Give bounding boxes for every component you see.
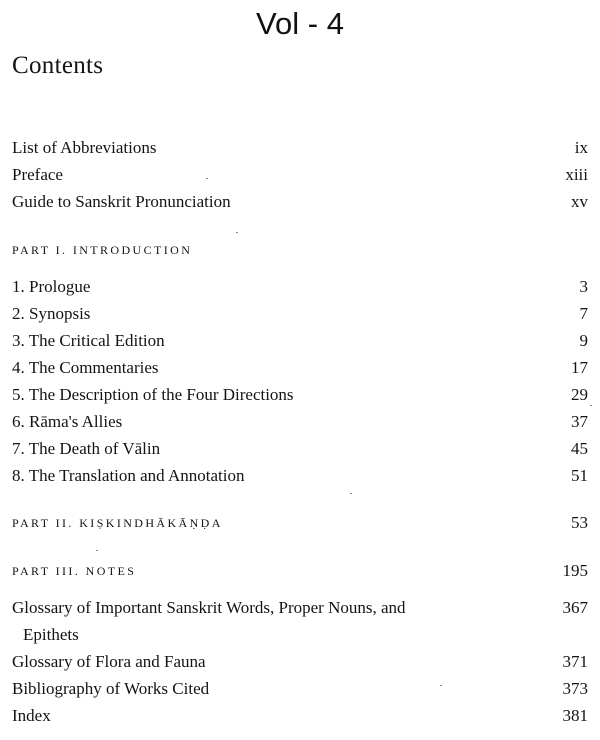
part-label: PART II. KIṢKINDHĀKĀṆḌA — [12, 516, 223, 530]
toc-entry-page: 17 — [571, 358, 588, 377]
scan-speck — [440, 685, 442, 686]
toc-entry-page: xiii — [565, 165, 588, 184]
toc-entry-page: 367 — [562, 598, 588, 617]
toc-entry-page: 37 — [571, 412, 588, 431]
toc-entry-title: Glossary of Flora and Fauna — [12, 652, 206, 671]
scan-speck — [96, 550, 98, 551]
part-page: 53 — [571, 513, 588, 532]
toc-entry-title — [12, 594, 512, 648]
toc-entry-page: 373 — [562, 679, 588, 698]
toc-entry-title: 1. Prologue — [12, 277, 91, 296]
toc-entry-title-line1: Glossary of Important Sanskrit Words, Proper Nouns, and — [12, 598, 406, 617]
toc-entry-page: xv — [571, 192, 588, 211]
toc-entry-title: Preface — [12, 165, 63, 184]
toc-entry-title: 7. The Death of Vālin — [12, 439, 161, 458]
toc-entry-title: 5. The Description of the Four Directions — [12, 385, 294, 404]
toc-entry-page: 3 — [579, 277, 588, 296]
scan-speck — [236, 232, 238, 233]
toc-entry-title: 3. The Critical Edition — [12, 331, 165, 350]
toc-entry-title: 8. The Translation and Annotation — [12, 466, 245, 485]
scan-speck — [590, 405, 592, 406]
toc-entry-page: 51 — [571, 466, 588, 485]
toc-entry-page: ix — [574, 138, 588, 157]
toc-entry-page: 45 — [571, 439, 588, 458]
contents-heading: Contents — [12, 52, 104, 79]
part-page: 195 — [562, 561, 588, 580]
part-label: PART III. NOTES — [12, 564, 137, 578]
part-label: PART I. INTRODUCTION — [12, 243, 193, 257]
toc-entry-title: Guide to Sanskrit Pronunciation — [12, 192, 231, 211]
toc-entry-title: Index — [12, 706, 51, 725]
toc-entry-page: 7 — [579, 304, 588, 323]
scan-speck — [350, 493, 352, 494]
toc-entry-page: 371 — [562, 652, 588, 671]
volume-title: Vol - 4 — [256, 6, 344, 41]
toc-entry-page: 9 — [579, 331, 588, 350]
scan-speck — [206, 178, 208, 179]
toc-entry-page: 381 — [562, 706, 588, 725]
toc-entry-title: 4. The Commentaries — [12, 358, 159, 377]
toc-entry-title: List of Abbreviations — [12, 138, 157, 157]
toc-entry-title: 2. Synopsis — [12, 304, 91, 323]
toc-entry-title: Bibliography of Works Cited — [12, 679, 210, 698]
toc-entry-title-line2: Epithets — [23, 625, 79, 644]
toc-entry-page: 29 — [571, 385, 588, 404]
toc-entry-title: 6. Rāma's Allies — [12, 412, 123, 431]
